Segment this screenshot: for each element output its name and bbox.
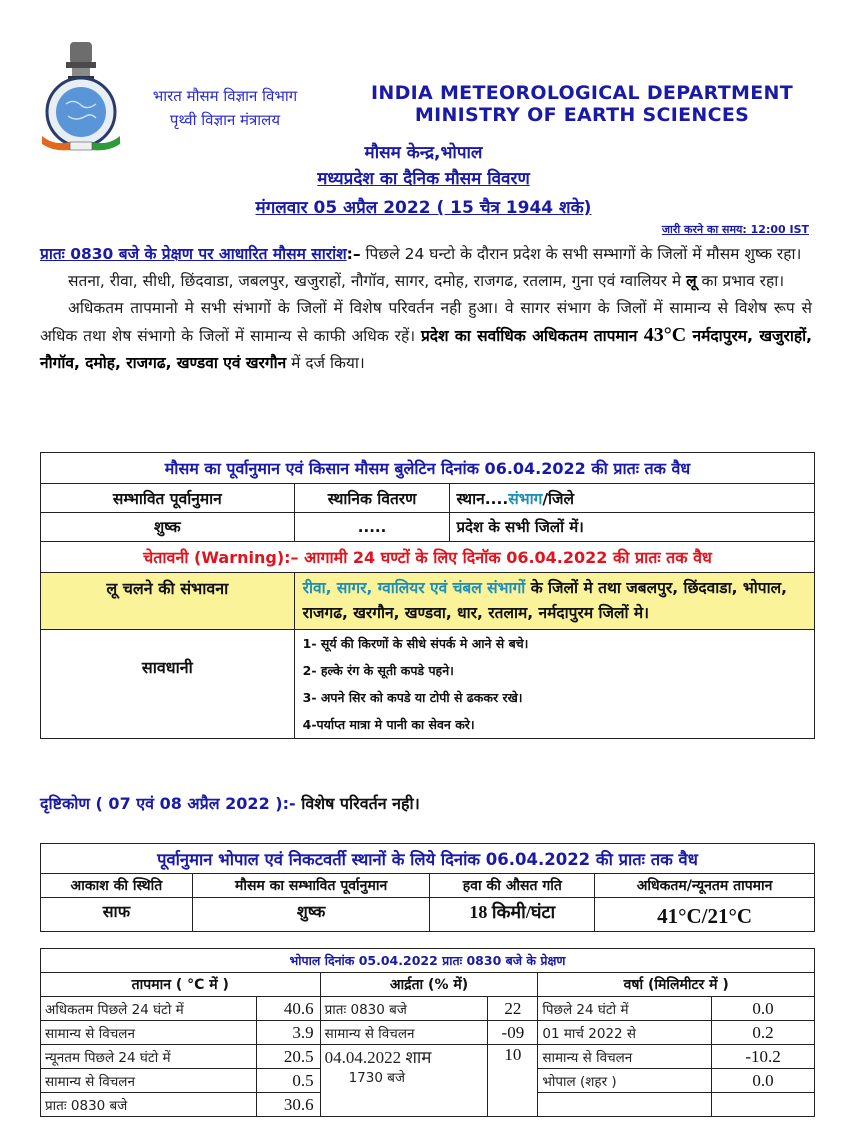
temp-label: न्यूनतम पिछले 24 घंटो में xyxy=(41,1045,257,1069)
rain-label: 01 मार्च 2022 से xyxy=(538,1021,712,1045)
summary-para-3 xyxy=(40,295,812,377)
warning-title: चेतावनी (Warning):– आगामी 24 घण्टों के लिए दिनॉक 06.04.2022 की प्रातः तक वैध xyxy=(41,542,815,573)
col-place-c: /जिले xyxy=(542,490,575,508)
outlook-text: विशेष परिवर्तन नही। xyxy=(295,794,420,813)
summary-p3-c: में दर्ज किया। xyxy=(286,354,365,372)
temp-label: सामान्य से विचलन xyxy=(41,1021,257,1045)
summary-lead-sep: :– xyxy=(346,245,361,263)
distribution-value: ..... xyxy=(294,513,450,542)
forecast-col-distribution: स्थानिक वितरण xyxy=(294,484,450,513)
header-wind: हवा की औसत गति xyxy=(430,874,595,898)
issue-time: जारी करने का समय: 12:00 IST xyxy=(661,223,809,236)
org-english-line2: MINISTRY OF EARTH SCIENCES xyxy=(414,104,750,126)
forecast-table xyxy=(40,452,815,739)
precaution-item: 3- अपने सिर को कपडे या टोपी से ढककर रखे। xyxy=(302,690,523,705)
rain-value: 0.0 xyxy=(712,997,815,1021)
precaution-item: 4-पर्याप्त मात्रा मे पानी का सेवन करे। xyxy=(302,717,475,732)
weather-summary xyxy=(40,241,812,377)
wind-value: 18 किमी/घंटा xyxy=(430,898,595,932)
rain-value: -10.2 xyxy=(712,1045,815,1069)
bhopal-forecast-table xyxy=(40,843,815,932)
humidity-value: 10 xyxy=(488,1045,538,1117)
temp-value: 40.6 xyxy=(256,997,320,1021)
temp-value: 30.6 xyxy=(256,1093,320,1117)
summary-p3-a: अधिकतम तापमानो मे सभी संभागों के जिलों में विशेष परिवर्तन नही हुआ। वे सागर संभाग के जिलों में सामान्य से विशेष रूप से अधिक तथा शेष संभागो के जिलों में सामान्य से काफी अधिक रहें। xyxy=(40,299,812,345)
heatwave-districts: के जिलों मे तथा जबलपुर, छिंदवाडा, भोपाल, राजगढ, खरगौन, खण्डवा, धार, रतलाम, नर्मदापुरम जिलों मे। xyxy=(302,579,788,622)
date-line xyxy=(0,195,847,218)
temp-value: 3.9 xyxy=(256,1021,320,1045)
bhopal-forecast-title: पूर्वानुमान भोपाल एवं निकटवर्ती स्थानों के लिये दिनांक 06.04.2022 की प्रातः तक वैध xyxy=(41,844,815,874)
summary-p3-bold-a: प्रदेश का सर्वाधिक अधिकतम तापमान xyxy=(420,327,644,345)
summary-p2-b: का प्रभाव रहा। xyxy=(696,272,785,290)
outlook xyxy=(40,792,420,814)
temp-label: अधिकतम पिछले 24 घंटो में xyxy=(41,997,257,1021)
observations-table xyxy=(40,948,815,1117)
bulletin-title-text: मध्यप्रदेश का दैनिक मौसम विवरण xyxy=(317,169,530,189)
temp-value: 41°C/21°C xyxy=(595,898,815,932)
summary-lead: प्रातः 0830 बजे के प्रेक्षण पर आधारित मौसम सारांश xyxy=(40,245,347,263)
empty-cell xyxy=(538,1093,712,1117)
temp-value: 0.5 xyxy=(256,1069,320,1093)
rain-label: पिछले 24 घंटो में xyxy=(538,997,712,1021)
summary-p3-bold-b: नर्मदापुरम, खजुराहों, नौगॉव, दमोह, राजगढ, खण्डवा एवं खरगौन xyxy=(40,327,812,372)
precaution-item: 2- हल्के रंग के सूती कपडे पहने। xyxy=(302,663,454,678)
summary-p2-a: सतना, रीवा, सीधी, छिंदवाडा, जबलपुर, खजुराहों, नौगॉव, सागर, दमोह, राजगढ, रतलाम, गुना एवं ग्वालियर मे xyxy=(68,272,687,290)
col-place-division: संभाग xyxy=(508,490,543,508)
precaution-label: सावधानी xyxy=(41,630,295,739)
table-row xyxy=(41,1021,815,1045)
bulletin-title xyxy=(0,166,847,189)
humidity-header: आर्द्रता (% में) xyxy=(320,973,538,997)
precaution-item: 1- सूर्य की किरणों के सीधे संपर्क मे आने से बचे। xyxy=(302,636,529,651)
observations-title: भोपाल दिनांक 05.04.2022 प्रातः 0830 बजे के प्रेक्षण xyxy=(41,949,815,973)
heatwave-divisions: रीवा, सागर, ग्वालियर एवं चंबल संभागों xyxy=(302,579,526,597)
summary-p2-bold: लू xyxy=(686,272,697,290)
forecast-col-place xyxy=(450,484,815,513)
humidity-time: 1730 बजे xyxy=(348,1070,405,1086)
rain-value: 0.0 xyxy=(712,1069,815,1093)
col-place-a: स्थान.... xyxy=(456,490,509,508)
org-english-line1: INDIA METEOROLOGICAL DEPARTMENT xyxy=(371,82,793,104)
humidity-label: सामान्य से विचलन xyxy=(320,1021,488,1045)
forecast-title: मौसम का पूर्वानुमान एवं किसान मौसम बुलेटिन दिनांक 06.04.2022 की प्रातः तक वैध xyxy=(41,453,815,484)
org-name-hindi xyxy=(130,84,320,132)
centre-name: मौसम केन्द्र,भोपाल xyxy=(364,143,483,163)
temp-label: प्रातः 0830 बजे xyxy=(41,1093,257,1117)
humidity-date: 04.04.2022 शाम xyxy=(324,1048,432,1067)
heatwave-row xyxy=(41,573,815,630)
national-emblem-icon xyxy=(66,42,96,80)
org-hindi-line2: पृथ्वी विज्ञान मंत्रालय xyxy=(169,111,281,129)
weather-value: शुष्क xyxy=(192,898,430,932)
date-line-text: मंगलवार 05 अप्रैल 2022 ( 15 चैत्र 1944 शके) xyxy=(255,198,592,218)
org-hindi-line1: भारत मौसम विज्ञान विभाग xyxy=(152,87,298,105)
humidity-label xyxy=(320,1045,488,1117)
humidity-value: -09 xyxy=(488,1021,538,1045)
precaution-row xyxy=(41,630,815,739)
header-temp: अधिकतम/न्यूनतम तापमान xyxy=(595,874,815,898)
empty-cell xyxy=(712,1093,815,1117)
table-row xyxy=(41,997,815,1021)
sky-value: साफ xyxy=(41,898,193,932)
header-sky: आकाश की स्थिति xyxy=(41,874,193,898)
summary-para-1 xyxy=(40,241,812,268)
forecast-value: शुष्क xyxy=(41,513,295,542)
table-row xyxy=(41,1045,815,1069)
summary-max-temp: 43°C xyxy=(643,324,687,346)
outlook-label: दृष्टिकोण ( 07 एवं 08 अप्रैल 2022 ):- xyxy=(40,794,296,813)
forecast-col-expected: सम्भावित पूर्वानुमान xyxy=(41,484,295,513)
rain-label: सामान्य से विचलन xyxy=(538,1045,712,1069)
org-name-english xyxy=(352,82,812,126)
summary-para-2 xyxy=(40,268,812,295)
summary-p1: पिछले 24 घन्टो के दौरान प्रदेश के सभी सम्भागों के जिलों में मौसम शुष्क रहा। xyxy=(360,245,802,263)
header-weather: मौसम का सम्भावित पूर्वानुमान xyxy=(192,874,430,898)
rain-label: भोपाल (शहर ) xyxy=(538,1069,712,1093)
place-value: प्रदेश के सभी जिलों में। xyxy=(450,513,815,542)
temp-value: 20.5 xyxy=(256,1045,320,1069)
heatwave-label: लू चलने की संभावना xyxy=(41,573,295,630)
humidity-value: 22 xyxy=(488,997,538,1021)
rain-value: 0.2 xyxy=(712,1021,815,1045)
heatwave-areas xyxy=(294,573,814,630)
temp-header: तापमान ( °C में ) xyxy=(41,973,321,997)
precaution-list xyxy=(294,630,814,739)
rain-header: वर्षा (मिलिमीटर में ) xyxy=(538,973,815,997)
humidity-label: प्रातः 0830 बजे xyxy=(320,997,488,1021)
imd-logo xyxy=(36,38,126,156)
temp-label: सामान्य से विचलन xyxy=(41,1069,257,1093)
